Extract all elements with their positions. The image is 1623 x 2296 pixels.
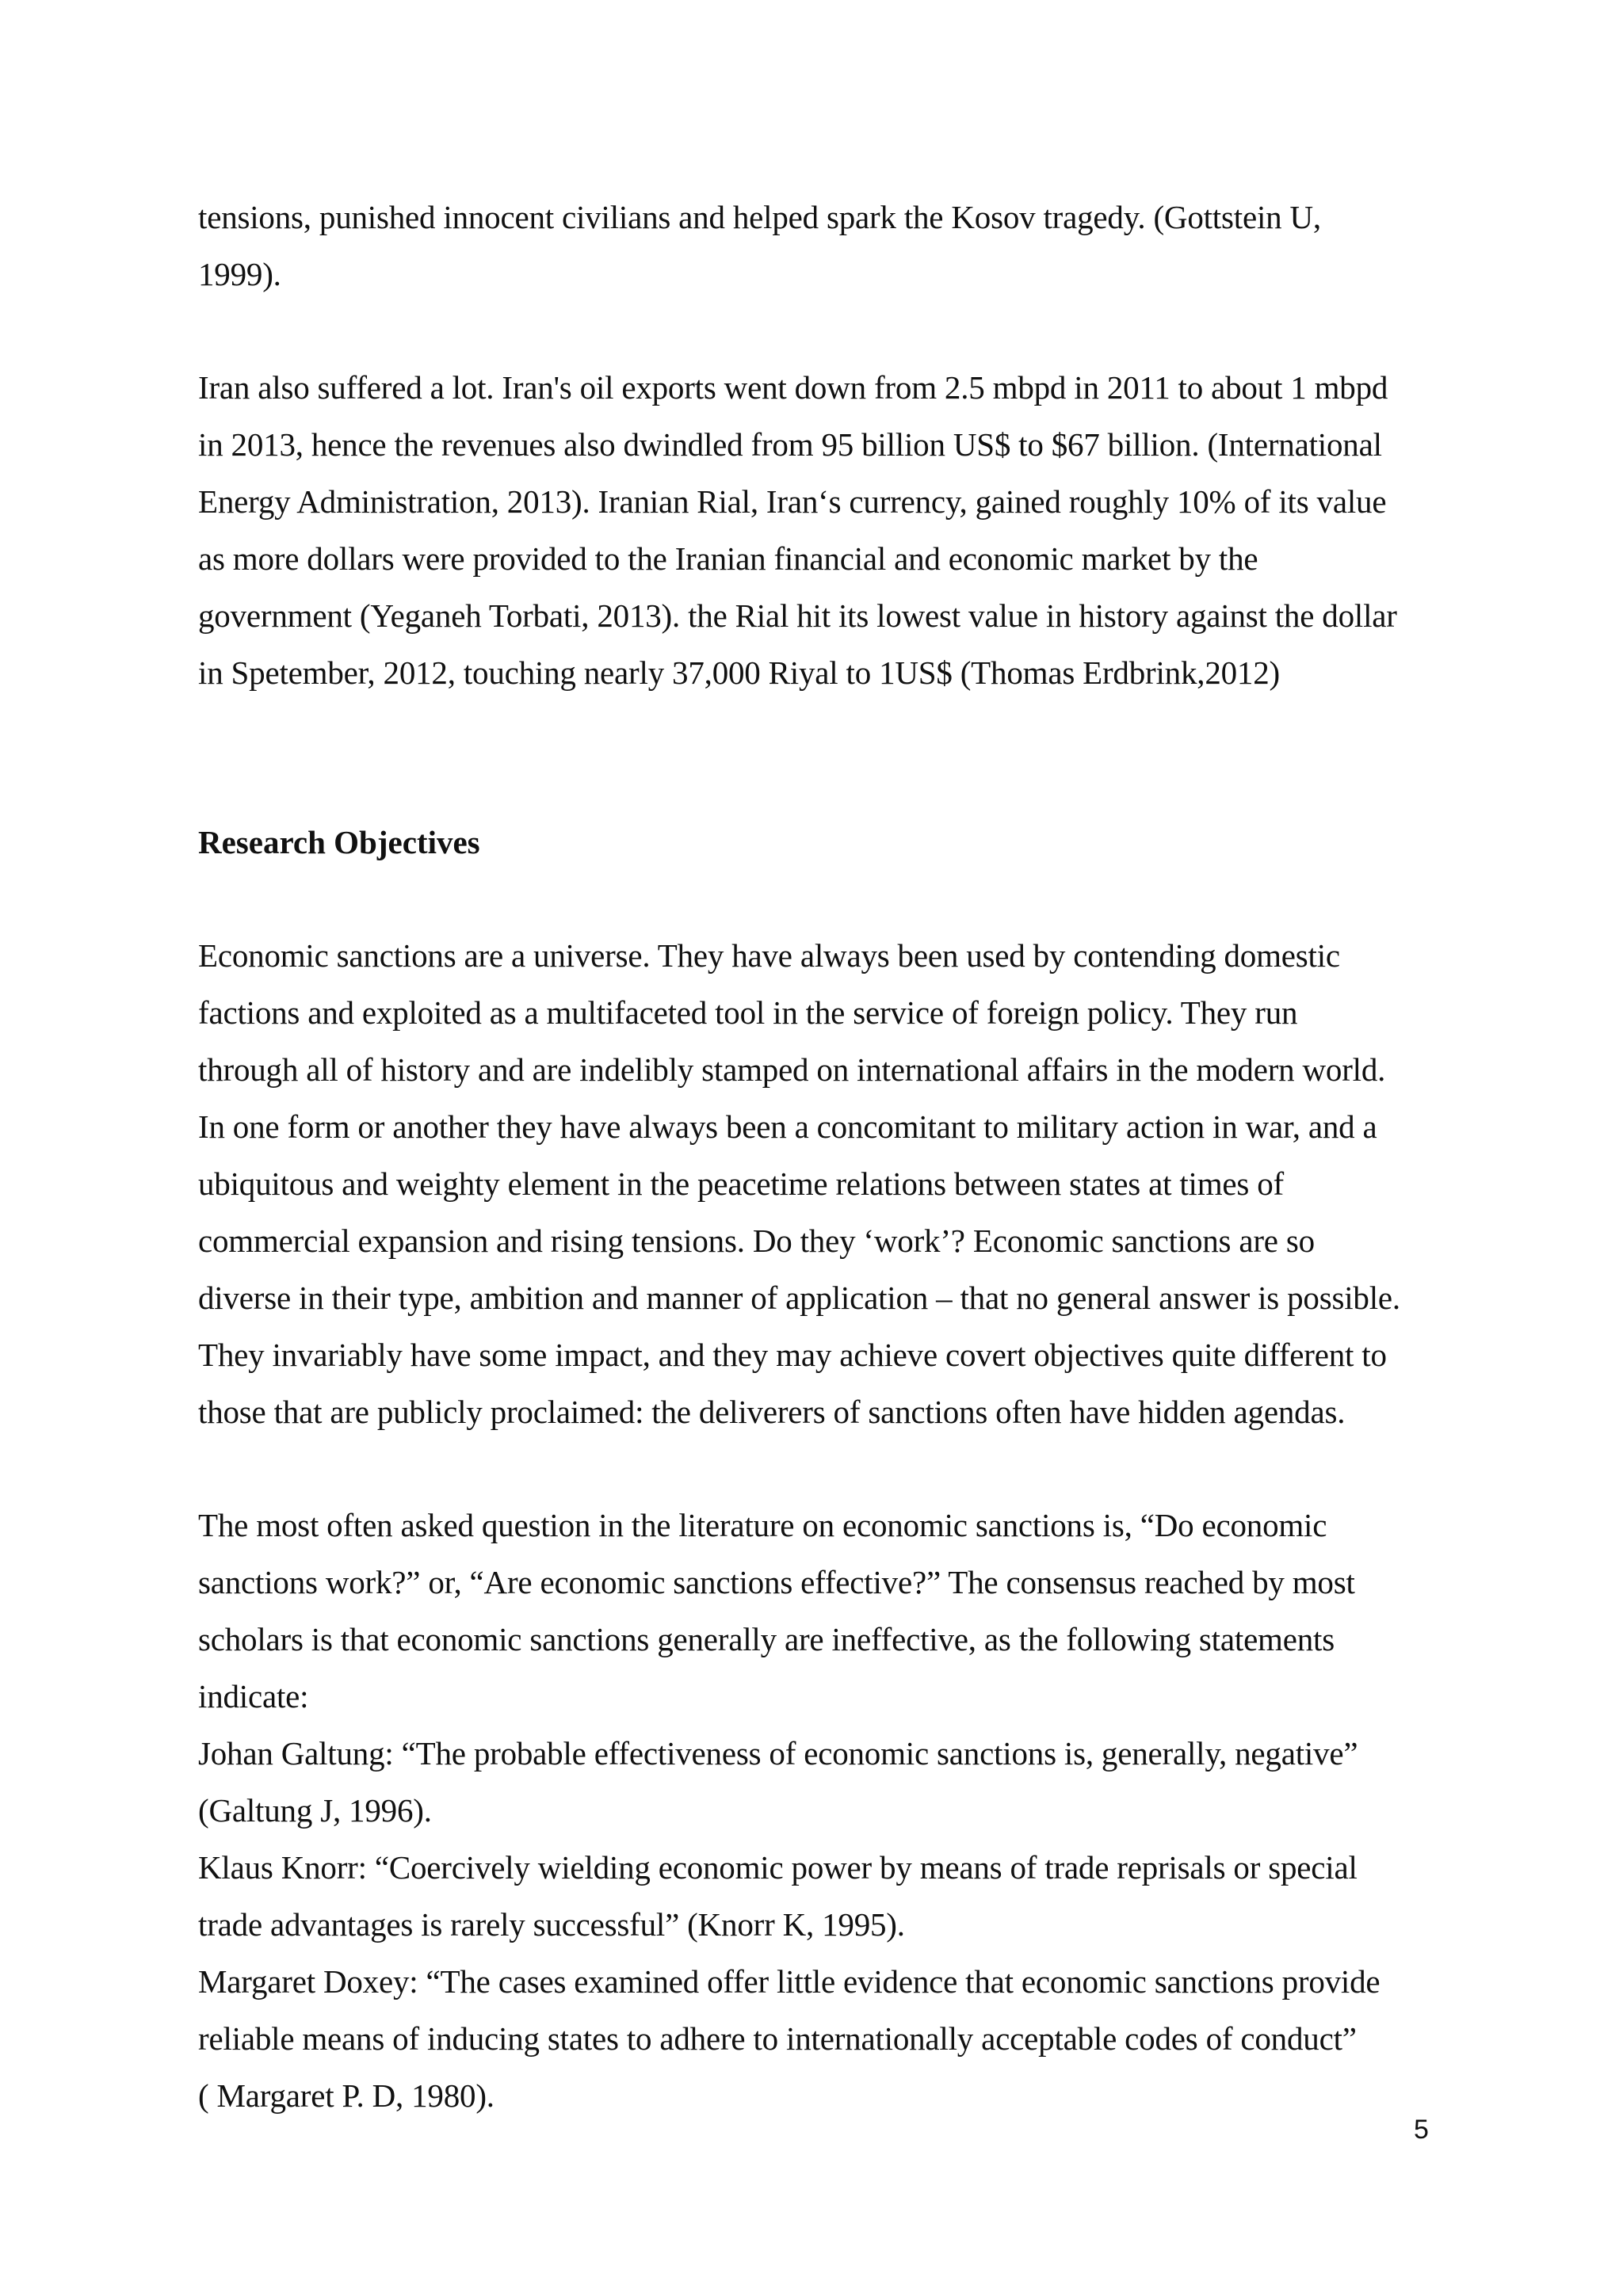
quote-doxey-line-1: Margaret Doxey: “The cases examined offer little evidence that economic sanctions provide <box>198 1963 1381 2000</box>
quote-doxey-line-3: ( Margaret P. D, 1980). <box>198 2077 495 2114</box>
paragraph-2-line-5: government (Yeganeh Torbati, 2013). the Rial hit its lowest value in history against the dollar <box>198 597 1397 634</box>
paragraph-3-line-1: Economic sanctions are a universe. They have always been used by contending domestic <box>198 937 1340 974</box>
paragraph-3-line-7: diverse in their type, ambition and manner of application – that no general answer is possible. <box>198 1280 1400 1316</box>
paragraph-4-line-1: The most often asked question in the literature on economic sanctions is, “Do economic <box>198 1507 1327 1543</box>
quote-knorr-line-2: trade advantages is rarely successful” (Knorr K, 1995). <box>198 1906 905 1943</box>
paragraph-2-line-1: Iran also suffered a lot. Iran's oil exports went down from 2.5 mbpd in 2011 to about 1 mbpd <box>198 369 1388 406</box>
paragraph-3-line-6: commercial expansion and rising tensions. Do they ‘work’? Economic sanctions are so <box>198 1222 1315 1259</box>
paragraph-1-line-2: 1999). <box>198 256 281 292</box>
quote-knorr-line-1: Klaus Knorr: “Coercively wielding economic power by means of trade reprisals or special <box>198 1849 1358 1886</box>
quote-galtung-line-1: Johan Galtung: “The probable effectiveness of economic sanctions is, generally, negative” <box>198 1735 1358 1772</box>
quote-galtung-line-2: (Galtung J, 1996). <box>198 1792 432 1829</box>
paragraph-2-line-4: as more dollars were provided to the Iranian financial and economic market by the <box>198 540 1258 577</box>
paragraph-3-line-3: through all of history and are indelibly stamped on international affairs in the modern world. <box>198 1051 1386 1088</box>
paragraph-3-line-2: factions and exploited as a multifaceted tool in the service of foreign policy. They run <box>198 994 1298 1031</box>
paragraph-4-line-4: indicate: <box>198 1678 309 1714</box>
paragraph-3-line-8: They invariably have some impact, and they may achieve covert objectives quite different to <box>198 1337 1387 1373</box>
paragraph-2-line-2: in 2013, hence the revenues also dwindled from 95 billion US$ to $67 billion. (International <box>198 426 1382 463</box>
page-number: 5 <box>1414 2115 1429 2145</box>
quote-doxey-line-2: reliable means of inducing states to adhere to internationally acceptable codes of conduct” <box>198 2020 1357 2057</box>
paragraph-2-line-6: in Spetember, 2012, touching nearly 37,000 Riyal to 1US$ (Thomas Erdbrink,2012) <box>198 654 1280 691</box>
paragraph-4-line-3: scholars is that economic sanctions generally are ineffective, as the following statements <box>198 1621 1335 1657</box>
paragraph-3-line-9: those that are publicly proclaimed: the deliverers of sanctions often have hidden agendas. <box>198 1394 1346 1430</box>
paragraph-1-line-1: tensions, punished innocent civilians and helped spark the Kosov tragedy. (Gottstein U, <box>198 199 1321 235</box>
paragraph-4-line-2: sanctions work?” or, “Are economic sanctions effective?” The consensus reached by most <box>198 1564 1355 1600</box>
paragraph-3-line-5: ubiquitous and weighty element in the peacetime relations between states at times of <box>198 1165 1284 1202</box>
paragraph-3-line-4: In one form or another they have always been a concomitant to military action in war, and a <box>198 1108 1377 1145</box>
paragraph-2-line-3: Energy Administration, 2013). Iranian Rial, Iran‘s currency, gained roughly 10% of its value <box>198 483 1387 520</box>
section-heading: Research Objectives <box>198 824 480 860</box>
